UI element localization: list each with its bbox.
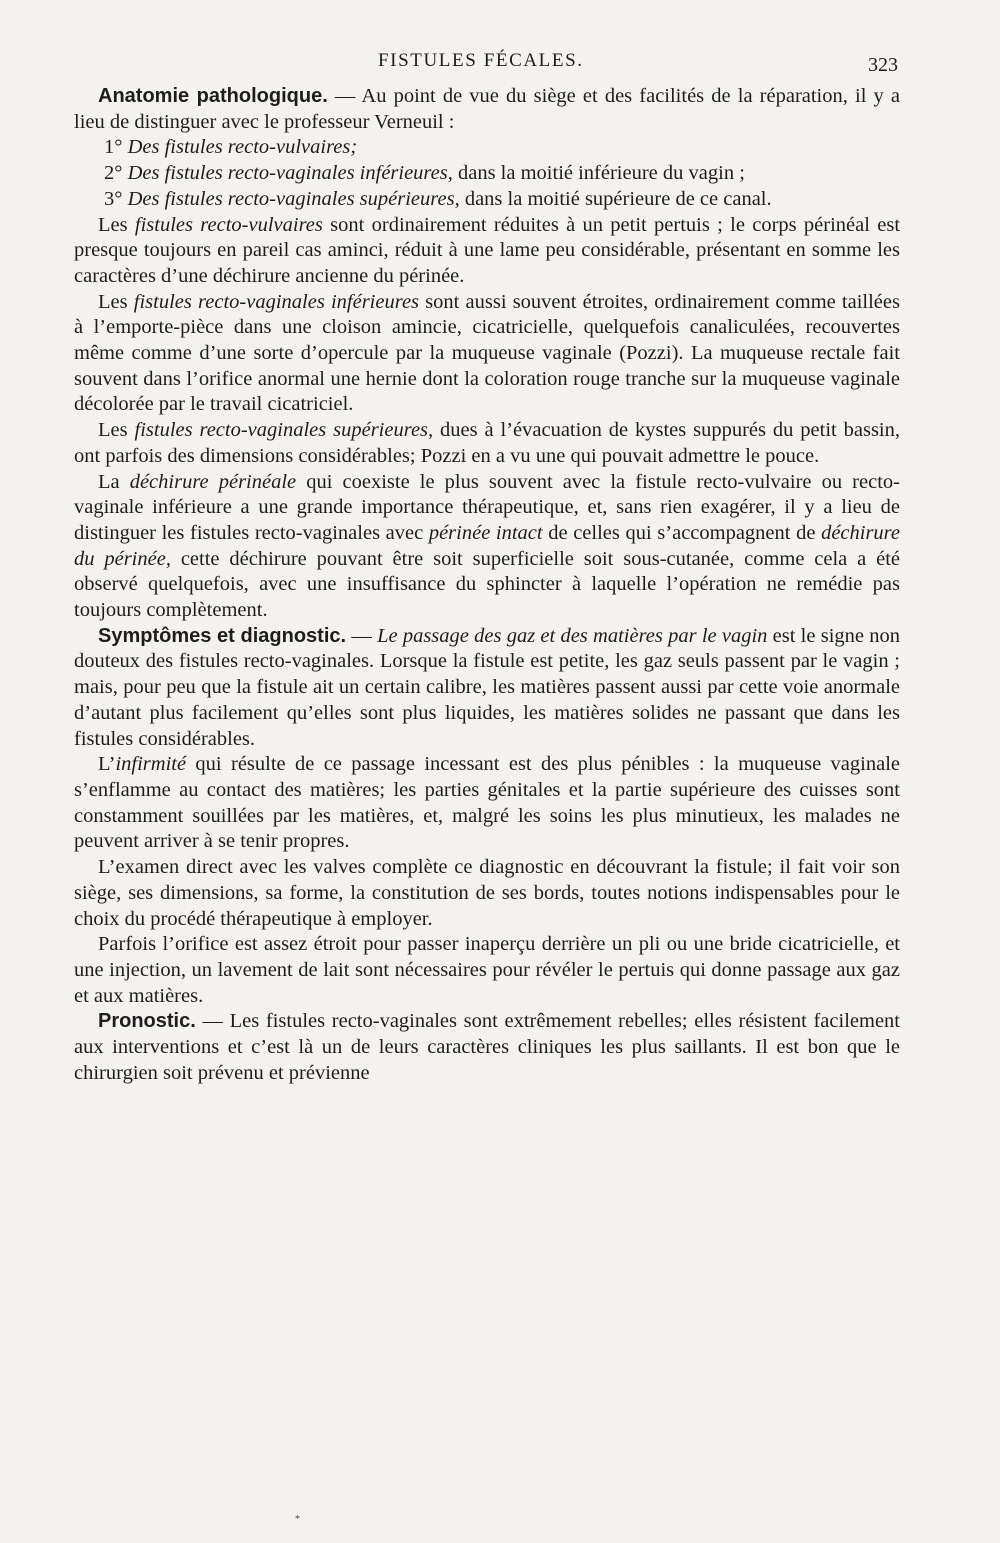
paragraph-text: Les (98, 290, 134, 313)
italic-term: fistules recto-vaginales inférieures (133, 290, 420, 313)
section-heading: Anatomie pathologique. (98, 85, 328, 107)
paragraph-text: qui résulte de ce passage incessant est des plus pénibles : la muqueuse vaginale s’enflamme au contact des matières; les parties génitales et la partie supérieure des cuisses sont constamment souillées par les matières, et, malgré les soins les plus minutieux, les malades ne peuvent arriver à se tenir propres. (74, 753, 900, 853)
list-number: 2° (104, 162, 128, 185)
paragraph (74, 855, 900, 932)
paragraph-text: — Au point de vue du siège et des facilités de la réparation, il y a lieu de distinguer avec le professeur Verneuil : (74, 85, 900, 133)
paragraph (74, 932, 900, 1009)
italic-term: fistules recto-vulvaires (134, 213, 323, 236)
paragraph (74, 290, 900, 419)
italic-term: déchirure du périnée, (74, 521, 900, 570)
italic-term: fistules recto-vaginales supérieures, (134, 419, 434, 442)
paragraph-text: cette déchirure pouvant être soit superficielle soit sous-cutanée, comme cela a été observé quelquefois, avec une insuffisance du sphincter à laquelle l’opération ne remédie pas toujours complètement. (74, 547, 900, 622)
paragraph (74, 470, 900, 624)
list-item (74, 161, 900, 187)
section-heading: Pronostic. (98, 1010, 196, 1033)
paragraph (74, 84, 900, 135)
paragraph-text: dans la moitié inférieure du vagin ; (452, 162, 745, 185)
section-heading: Symptômes et diagnostic. (98, 624, 347, 647)
paragraph-text: dues à l’évacuation de kystes suppurés du petit bassin, ont parfois des dimensions considérables; Pozzi en a vu une qui pouvait admettre le pouce. (74, 419, 900, 467)
italic-term: Des fistules recto-vaginales supérieures, (127, 187, 460, 210)
paragraph (74, 213, 900, 290)
paragraph (74, 418, 900, 469)
paragraph-text: sont aussi souvent étroites, ordinairement comme taillées à l’emporte-pièce dans une cloison amincie, cicatricielle, quelquefois canaliculées, recouvertes même comme d’une sorte d’opercule par la muqueuse vaginale (Pozzi). La muqueuse rectale fait souvent dans l’orifice anormal une hernie dont la coloration rouge tranche sur la muqueuse vaginale décolorée par le travail cicatriciel. (74, 290, 900, 416)
italic-term: périnée intact (428, 521, 543, 544)
paragraph-text: de celles qui s’accompagnent de (542, 521, 822, 544)
list-item (74, 135, 900, 161)
paragraph-text: L’examen direct avec les valves complète ce diagnostic en découvrant la fistule; il fait voir son siège, ses dimensions, sa forme, la constitution de ses bords, toutes notions indispensables pour le choix du procédé thérapeutique à employer. (74, 856, 900, 930)
paragraph (74, 624, 900, 753)
paragraph-text: — (346, 624, 378, 647)
paragraph-text: est le signe non douteux des fistules recto-vaginales. Lorsque la fistule est petite, les gaz seuls passent par le vagin ; mais, pour peu que la fistule ait un certain calibre, les matières passent aussi par cette voie anormale d’autant plus facilement qu’elles sont plus liquides, les matières solides ne passant que dans les fistules considérables. (74, 624, 900, 750)
list-item (74, 187, 900, 213)
list-number: 1° (104, 136, 128, 159)
paragraph-text: Les (98, 213, 135, 236)
paragraph-text: Les (98, 419, 135, 442)
paragraph-text: — Les fistules recto-vaginales sont extrêmement rebelles; elles résistent facilement aux interventions et c’est là un de leurs caractères cliniques les plus saillants. Il est bon que le chirurgien soit prévenu et prévienne (74, 1010, 900, 1084)
paragraph (74, 752, 900, 855)
paragraph-text: Parfois l’orifice est assez étroit pour passer inaperçu derrière un pli ou une bride cicatricielle, et une injection, un lavement de lait sont nécessaires pour révéler le pertuis qui donne passage aux gaz et aux matières. (74, 933, 900, 1007)
page-number: 323 (868, 54, 898, 76)
list-number: 3° (104, 187, 128, 210)
italic-term: Des fistules recto-vulvaires; (127, 136, 358, 159)
running-header (0, 46, 1000, 76)
print-speck: * (295, 1514, 300, 1525)
running-title: FISTULES FÉCALES. (378, 50, 584, 71)
italic-term: infirmité (115, 753, 187, 776)
body-text (74, 84, 900, 1086)
italic-term: déchirure périnéale (129, 470, 297, 493)
paragraph-text: dans la moitié supérieure de ce canal. (459, 187, 772, 210)
paragraph (74, 1009, 900, 1086)
paragraph-text: qui coexiste le plus souvent avec la fistule recto-vulvaire ou recto-vaginale inférieure a une grande importance thérapeutique, et, sans rien exagérer, il y a lieu de distinguer les fistules recto-vaginales avec (74, 470, 900, 544)
italic-term: Des fistules recto-vaginales inférieures, (127, 162, 453, 185)
paragraph-text: sont ordinairement réduites à un petit pertuis ; le corps périnéal est presque toujours en pareil cas aminci, réduit à une lame peu considérable, présentant en somme les caractères d’une déchirure ancienne du périnée. (74, 213, 901, 287)
paragraph-text: L’ (98, 753, 116, 776)
paragraph-text: La (98, 470, 130, 493)
italic-term: Le passage des gaz et des matières par le vagin (377, 624, 768, 647)
